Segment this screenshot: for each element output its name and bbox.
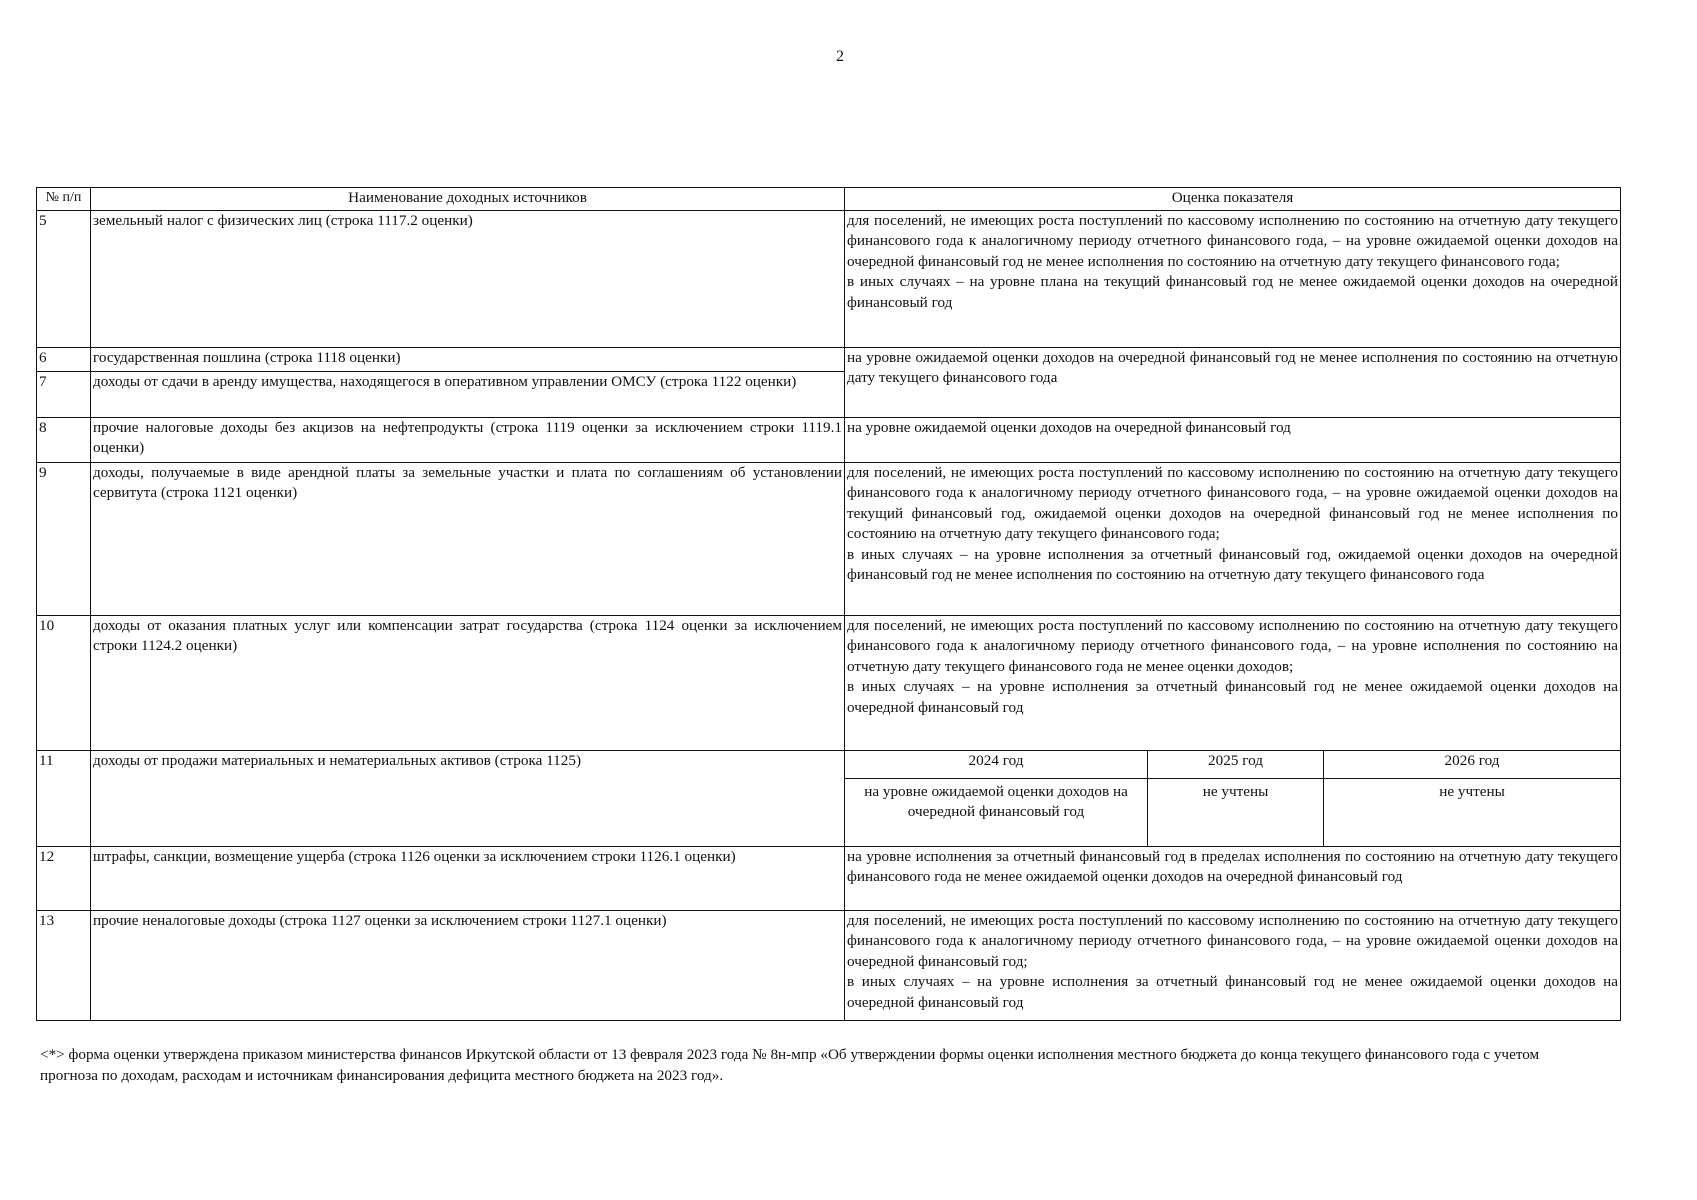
- table-row: [37, 210, 1621, 347]
- page-number: 2: [836, 48, 844, 65]
- row-assessment: [845, 210, 1621, 347]
- row-assessment: на уровне ожидаемой оценки доходов на очередной финансовый год не менее исполнения по состоянию на отчетную дату текущего финансового года: [845, 347, 1621, 417]
- row-num: 6: [37, 347, 91, 371]
- table-row: [37, 462, 1621, 615]
- row-assessment: [845, 462, 1621, 615]
- assessment-paragraph: для поселений, не имеющих роста поступлений по кассовому исполнению по состоянию на отчетную дату текущего финансового года к аналогичному периоду отчетного финансового года, – на уровне ожидаемой оценки доходов на текущий финансовый год, ожидаемой оценки доходов на очередной финансовый год не менее исполнения по состоянию на отчетную дату текущего финансового года;: [847, 463, 1618, 542]
- year-value-2026: не учтены: [1324, 778, 1621, 846]
- row-name: прочие неналоговые доходы (строка 1127 оценки за исключением строки 1127.1 оценки): [91, 910, 845, 1020]
- row-num: 5: [37, 210, 91, 347]
- row-num: 13: [37, 910, 91, 1020]
- row-num: 7: [37, 371, 91, 417]
- assessment-paragraph: для поселений, не имеющих роста поступлений по кассовому исполнению по состоянию на отчетную дату текущего финансового года к аналогичному периоду отчетного финансового года, – на уровне ожидаемой оценки доходов на очередной финансовый год не менее исполнения по состоянию на отчетную дату текущего финансового года;: [847, 211, 1618, 270]
- footnote: <*> форма оценки утверждена приказом министерства финансов Иркутской области от 13 февраля 2023 года № 8н-мпр «Об утверждении формы оценки исполнения местного бюджета до конца текущего финансового года с учетом прогноза по доходам, расходам и источникам финансирования дефицита местного бюджета на 2023 год».: [40, 1046, 1540, 1084]
- row-num: 10: [37, 615, 91, 750]
- row-num: 9: [37, 462, 91, 615]
- header-name: Наименование доходных источников: [91, 188, 845, 211]
- row-assessment: на уровне исполнения за отчетный финансовый год в пределах исполнения по состоянию на отчетную дату текущего финансового года не менее ожидаемой оценки доходов на очередной финансовый год: [845, 846, 1621, 910]
- assessment-paragraph: в иных случаях – на уровне исполнения за отчетный финансовый год, ожидаемой оценки доходов на очередной финансовый год не менее исполнения по состоянию на отчетную дату текущего финансового года: [847, 545, 1618, 583]
- header-assessment: Оценка показателя: [845, 188, 1621, 211]
- table-row: [37, 417, 1621, 462]
- row-num: 11: [37, 750, 91, 846]
- row-num: 12: [37, 846, 91, 910]
- assessment-paragraph: в иных случаях – на уровне исполнения за отчетный финансовый год не менее ожидаемой оценки доходов на очередной финансовый год: [847, 973, 1618, 1011]
- row-assessment: [845, 910, 1621, 1020]
- row-name: земельный налог с физических лиц (строка 1117.2 оценки): [91, 210, 845, 347]
- row-name: доходы от сдачи в аренду имущества, находящегося в оперативном управлении ОМСУ (строка 1122 оценки): [91, 371, 845, 417]
- revenue-assessment-table: [36, 187, 1621, 1021]
- table-header-row: [37, 188, 1621, 211]
- table-row: [37, 347, 1621, 371]
- year-header-2026: 2026 год: [1324, 750, 1621, 778]
- assessment-paragraph: для поселений, не имеющих роста поступлений по кассовому исполнению по состоянию на отчетную дату текущего финансового года к аналогичному периоду отчетного финансового года, – на уровне исполнения по состоянию на отчетную дату текущего финансового года не менее оценки доходов;: [847, 616, 1618, 675]
- year-value-2024: на уровне ожидаемой оценки доходов на очередной финансовый год: [845, 778, 1148, 846]
- table-row: [37, 846, 1621, 910]
- year-header-2024: 2024 год: [845, 750, 1148, 778]
- table-row: [37, 615, 1621, 750]
- assessment-paragraph: в иных случаях – на уровне исполнения за отчетный финансовый год не менее ожидаемой оценки доходов на очередной финансовый год: [847, 678, 1618, 716]
- header-num: № п/п: [37, 188, 91, 211]
- row-name: доходы, получаемые в виде арендной платы за земельные участки и плата по соглашениям об установлении сервитута (строка 1121 оценки): [91, 462, 845, 615]
- assessment-paragraph: для поселений, не имеющих роста поступлений по кассовому исполнению по состоянию на отчетную дату текущего финансового года к аналогичному периоду отчетного финансового года, – на уровне ожидаемой оценки доходов на очередной финансовый год;: [847, 911, 1618, 970]
- year-value-2025: не учтены: [1148, 778, 1324, 846]
- row-name: штрафы, санкции, возмещение ущерба (строка 1126 оценки за исключением строки 1126.1 оценки): [91, 846, 845, 910]
- row-name: доходы от продажи материальных и нематериальных активов (строка 1125): [91, 750, 845, 846]
- row-name: прочие налоговые доходы без акцизов на нефтепродукты (строка 1119 оценки за исключением строки 1119.1 оценки): [91, 417, 845, 462]
- row-name: государственная пошлина (строка 1118 оценки): [91, 347, 845, 371]
- assessment-paragraph: в иных случаях – на уровне плана на текущий финансовый год не менее ожидаемой оценки доходов на очередной финансовый год: [847, 273, 1618, 311]
- row-name: доходы от оказания платных услуг или компенсации затрат государства (строка 1124 оценки за исключением строки 1124.2 оценки): [91, 615, 845, 750]
- row-assessment: на уровне ожидаемой оценки доходов на очередной финансовый год: [845, 417, 1621, 462]
- table-row: [37, 750, 1621, 778]
- row-assessment: [845, 615, 1621, 750]
- table-row: [37, 910, 1621, 1020]
- row-num: 8: [37, 417, 91, 462]
- year-header-2025: 2025 год: [1148, 750, 1324, 778]
